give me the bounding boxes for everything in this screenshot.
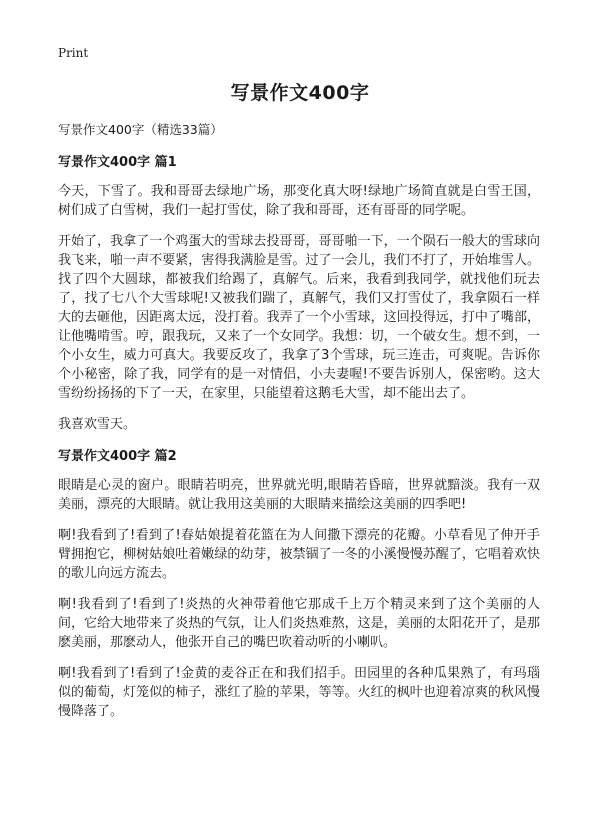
section-1 [58,154,540,434]
paragraph: 啊!我看到了!看到了!炎热的火神带着他它那成千上万个精灵来到了这个美丽的人间，它给大地带来了炎热的气氛，让人们炎热难熬，这是，美丽的太阳花开了，是那麽美丽，那麽动人，他张开自己的嘴巴吹着动听的小喇叭。 [58,597,540,650]
section-heading: 写景作文400字 篇2 [58,449,177,464]
paragraph: 眼睛是心灵的窗户。眼睛若明亮，世界就光明,眼睛若昏暗，世界就黯淡。我有一双美丽，漂亮的大眼睛。就让我用这美丽的大眼睛来描绘这美丽的四季吧! [58,478,540,512]
paragraph: 我喜欢雪天。 [58,417,137,432]
paragraph: 今天，下雪了。我和哥哥去绿地广场，那变化真大呀!绿地广场简直就是白雪王国，树们成了白雪树，我们一起打雪仗，除了我和哥哥，还有哥哥的同学呢。 [58,184,540,218]
document-subtitle: 写景作文400字（精选33篇） [58,122,223,137]
page-title: 写景作文400字 [230,82,370,104]
paragraph: 开始了，我拿了一个鸡蛋大的雪球去投哥哥，哥哥啪一下，一个陨石一般大的雪球向我飞来，啪一声不要紧，害得我满脸是雪。过了一会儿，我们不打了，开始堆雪人。找了四个大圆球，都被我们给踢了，真解气。后来，我看到我同学，就找他们玩去了，找了七八个大雪球呢!又被我们踹了，真解气，我们又打雪仗了，我拿陨石一样大的去砸他，因距离太远，没打着。我弄了一个小雪球，这回投得远，打中了嘴部，让他嘴啃雪。哼，跟我玩，又来了一个女同学。我想：切，一个破女生。想不到，一个小女生，威力可真大。我要反攻了，我拿了3个雪球，玩三连击，可爽呢。告诉你个小秘密，除了我，同学有的是一对情侣，小夫妻喔!不要告诉别人，保密哟。这大雪纷纷扬扬的下了一天，在家里，只能望着这鹅毛大雪，却不能出去了。 [58,234,540,401]
paragraph: 啊!我看到了!看到了!金黄的麦谷正在和我们招手。田园里的各种瓜果熟了，有玛瑙似的葡萄，灯笼似的柿子，涨红了脸的苹果，等等。火红的枫叶也迎着凉爽的秋风慢慢降落了。 [58,666,540,719]
print-label: Print [58,46,89,60]
section-2 [58,448,540,721]
document-body [58,121,540,733]
section-heading: 写景作文400字 篇1 [58,155,177,170]
paragraph: 啊!我看到了!看到了!春姑娘提着花篮在为人间撒下漂亮的花瓣。小草看见了伸开手臂拥抱它，柳树姑娘吐着嫩绿的幼芽，被禁锢了一冬的小溪慢慢苏醒了，它唱着欢快的歌儿向远方流去。 [58,528,540,581]
